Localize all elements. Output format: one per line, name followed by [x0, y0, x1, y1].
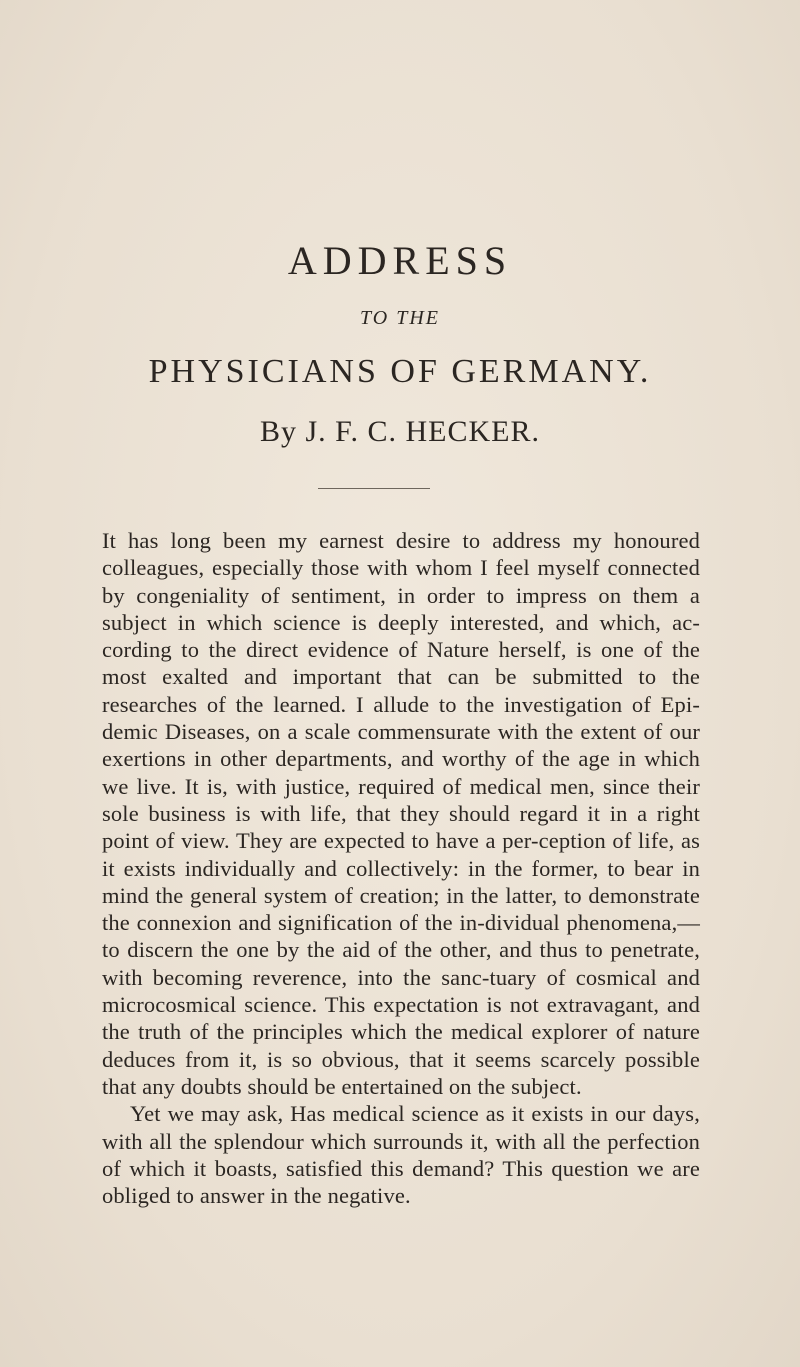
paragraph-1: It has long been my earnest desire to address my honoured colleagues, especially those with whom I feel myself connected by congeniality of sentiment, in order to impress on them a subject in which science is deeply interested, and which, ac-cording to the direct evidence of Nature herself, is one of the most exalted and important that can be submitted to the researches of the learned. I allude to the investigation of Epi-demic Diseases, on a scale commensurate with the extent of our exertions in other departments, and worthy of the age in which we live. It is, with justice, required of medical men, since their sole business is with life, that they should regard it in a right point of view. They are expected to have a per-ception of life, as it exists individually and collectively: in the former, to bear in mind the general system of creation; in the latter, to demonstrate the connexion and signification of the in-dividual phenomena,—to discern the one by the aid of the other, and thus to penetrate, with becoming reverence, into the sanc-tuary of cosmical and microcosmical science. This expectation is not extravagant, and the truth of the principles which the medical explorer of nature deduces from it, is so obvious, that it seems scarcely possible that any doubts should be entertained on the subject. [102, 528, 700, 1099]
title-address: ADDRESS [287, 238, 513, 283]
author-byline: By J. F. C. HECKER. [260, 415, 540, 448]
paragraph-2: Yet we may ask, Has medical science as it exists in our days, with all the splendour which surrounds it, with all the perfection of which it boasts, satisfied this demand? This question we are obliged to answer in the negative. [102, 1101, 700, 1209]
body-text [102, 527, 700, 1209]
title-physicians-of-germany: PHYSICIANS OF GERMANY. [148, 353, 652, 390]
title-to-the: TO THE [360, 307, 440, 329]
section-divider [318, 488, 430, 489]
